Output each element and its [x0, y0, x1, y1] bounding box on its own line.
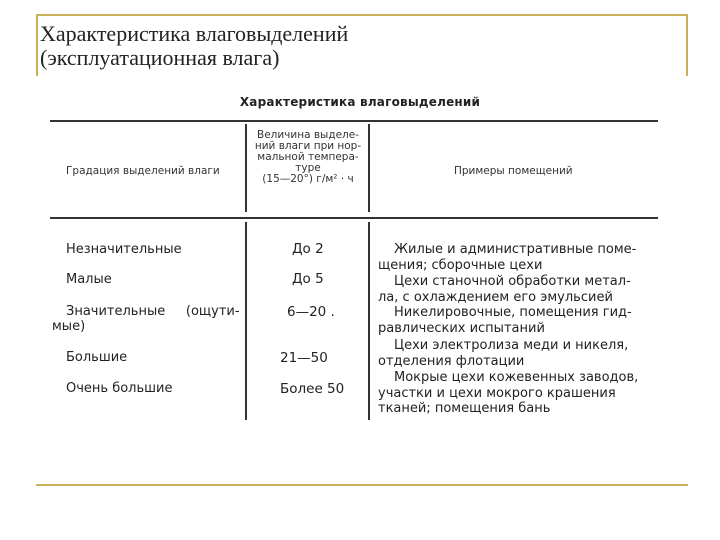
- row-example-line: участки и цехи мокрого крашения: [378, 385, 616, 401]
- header-divider-left: [245, 124, 247, 212]
- row-example-line: тканей; помещения бань: [378, 401, 551, 416]
- row-value: 6—20 .: [287, 304, 335, 320]
- table-header-rule: [50, 217, 658, 219]
- row-gradation-continued: мые): [52, 319, 86, 334]
- row-example-line: ла, с охлаждением его эмульсией: [378, 289, 613, 305]
- table-top-rule: [50, 120, 658, 122]
- slide-title: [40, 22, 348, 70]
- row-example-line: отделения флотации: [378, 353, 525, 369]
- row-gradation: Очень большие: [66, 381, 173, 396]
- decorative-rule-top: [36, 14, 688, 16]
- slide-title-line1: Характеристика влаговыделений: [40, 21, 349, 46]
- decorative-rule-bottom: [36, 484, 688, 486]
- slide-title-line2: (эксплуатационная влага): [40, 45, 280, 70]
- decorative-rule-left: [36, 14, 38, 76]
- row-example-line: Никелировочные, помещения гид-: [394, 305, 632, 320]
- row-example-line: щения; сборочные цехи: [378, 257, 543, 273]
- row-example-line: Цехи электролиза меди и никеля,: [394, 338, 629, 353]
- header-value-line: мальной темпера-: [257, 151, 359, 163]
- row-example-line: Жилые и административные поме-: [394, 242, 637, 257]
- row-value: 21—50: [280, 350, 328, 366]
- row-examples: [378, 274, 660, 305]
- row-gradation: Значительные (ощути-: [66, 304, 240, 319]
- body-divider-left: [245, 222, 247, 420]
- table-title: Характеристика влаговыделений: [239, 95, 481, 109]
- header-examples: Примеры помещений: [454, 165, 573, 177]
- row-value: Более 50: [280, 381, 345, 397]
- row-example-line: Цехи станочной обработки метал-: [394, 274, 631, 289]
- row-examples: [378, 370, 660, 417]
- header-value-line: Величина выделе-: [256, 129, 360, 141]
- row-examples: [378, 338, 660, 369]
- row-examples: [378, 242, 660, 273]
- row-gradation: Незначительные: [66, 242, 182, 257]
- header-divider-right: [368, 124, 370, 212]
- row-value: До 2: [292, 241, 324, 257]
- header-value: [250, 130, 366, 185]
- row-examples: [378, 305, 660, 336]
- row-gradation: Малые: [66, 272, 112, 287]
- row-gradation: Большие: [66, 350, 128, 365]
- row-example-line: равлических испытаний: [378, 320, 545, 336]
- header-value-line: ний влаги при нор-: [254, 140, 362, 152]
- header-value-line: (15—20°) г/м² · ч: [262, 173, 354, 185]
- header-gradation: Градация выделений влаги: [66, 165, 220, 177]
- body-divider-right: [368, 222, 370, 420]
- row-example-line: Мокрые цехи кожевенных заводов,: [394, 370, 639, 385]
- decorative-rule-right: [686, 14, 688, 76]
- row-value: До 5: [292, 271, 324, 287]
- header-value-line: туре: [295, 162, 321, 174]
